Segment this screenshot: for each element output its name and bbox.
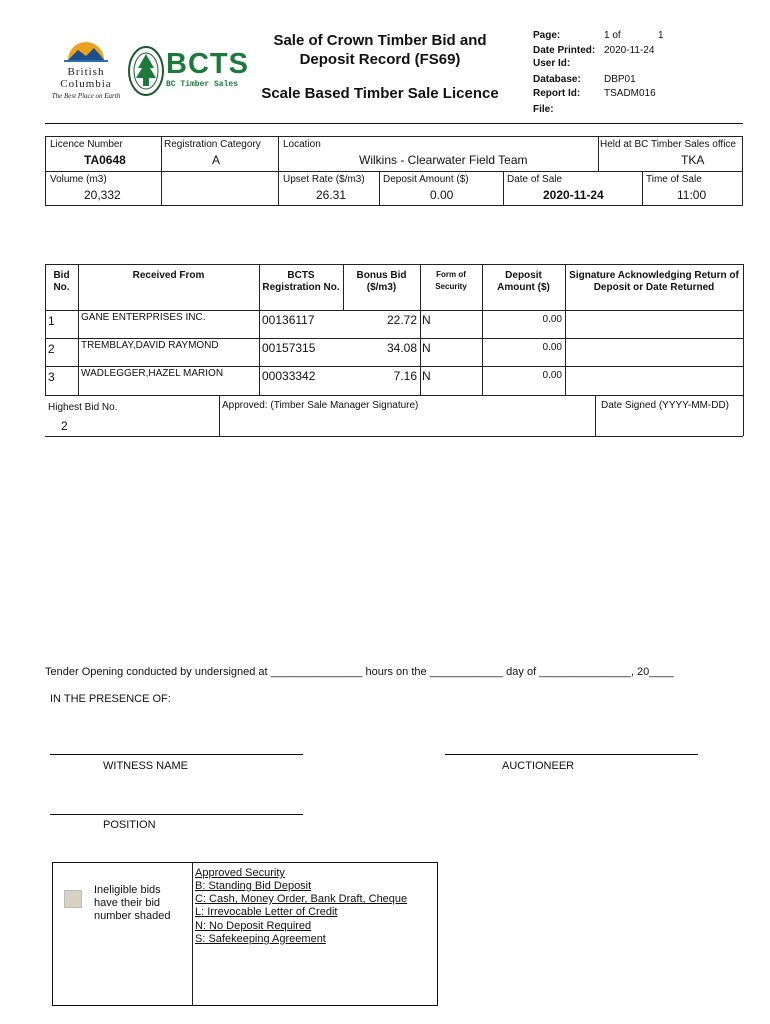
title-line-1: Sale of Crown Timber Bid and xyxy=(273,32,487,49)
bcts-registration-header xyxy=(259,270,343,294)
approval-col-line xyxy=(595,395,596,436)
signature-header-line1: Signature Acknowledging Return of xyxy=(569,270,739,281)
page-value: 1 of xyxy=(604,30,621,41)
position-label: POSITION xyxy=(103,819,156,831)
presence-label: IN THE PRESENCE OF: xyxy=(50,693,171,705)
time-of-sale-label: Time of Sale xyxy=(646,174,702,185)
bid-row-line xyxy=(45,395,743,396)
bid-table-col-line xyxy=(259,264,260,310)
form-of-security-header-line1: Form of xyxy=(436,270,466,279)
info-grid-col-line xyxy=(161,136,162,206)
deposit-amount-header-line2: Amount ($) xyxy=(497,282,550,293)
info-grid-col-line xyxy=(642,171,643,206)
bid-row-2-reg: 00157315 xyxy=(262,341,316,355)
bid-row-3-reg: 00033342 xyxy=(262,369,316,383)
date-signed-label: Date Signed (YYYY-MM-DD) xyxy=(601,400,730,411)
bid-no-header xyxy=(45,270,78,294)
date-printed-label: Date Printed: xyxy=(533,45,596,56)
page-label: Page: xyxy=(533,30,561,41)
bid-row-col-line xyxy=(482,310,483,395)
legend-item-safekeeping: S: Safekeeping Agreement xyxy=(195,933,326,945)
subtitle: Scale Based Timber Sale Licence xyxy=(261,85,499,102)
licence-number-value: TA0648 xyxy=(84,153,126,167)
auctioneer-label: AUCTIONEER xyxy=(502,760,575,772)
bc-logo xyxy=(50,40,122,104)
report-id-value: TSADM016 xyxy=(604,88,656,99)
info-grid-col-line xyxy=(278,136,279,206)
bid-no-header-line2: No. xyxy=(53,282,70,293)
date-of-sale-label: Date of Sale xyxy=(507,174,563,185)
bcts-logo-word: BCTS xyxy=(166,48,249,80)
legend-item-no-deposit: N: No Deposit Required xyxy=(195,920,312,932)
bid-row-2-bonus: 34.08 xyxy=(386,341,417,355)
received-from-header: Received From xyxy=(132,270,205,281)
database-label: Database: xyxy=(533,74,581,85)
bid-row-3-bonus: 7.16 xyxy=(393,369,417,383)
database-value: DBP01 xyxy=(604,74,636,85)
witness-name-label: WITNESS NAME xyxy=(103,760,188,772)
time-of-sale-value: 11:00 xyxy=(677,188,707,202)
bcts-registration-header-line2: Registration No. xyxy=(262,282,340,293)
bid-row-col-line xyxy=(743,310,744,395)
bid-row-1-from: GANE ENTERPRISES INC. xyxy=(81,312,206,323)
bid-row-3-deposit: 0.00 xyxy=(542,370,562,381)
bid-row-col-line xyxy=(78,310,79,395)
file-label: File: xyxy=(533,104,554,115)
approved-signature-label: Approved: (Timber Sale Manager Signature) xyxy=(222,400,419,411)
position-signature-line xyxy=(50,814,303,815)
bid-row-1-form: N xyxy=(422,313,431,327)
bid-row-1-reg: 00136117 xyxy=(262,313,315,327)
page-total: 1 xyxy=(658,30,664,41)
tender-opening-text: Tender Opening conducted by undersigned at _______________ hours on the ____________ day of _______________, 20____ xyxy=(45,666,674,678)
title-line-2: Deposit Record (FS69) xyxy=(299,51,461,68)
bid-row-line xyxy=(45,366,743,367)
ineligible-line-2: have their bid xyxy=(94,897,161,909)
bc-logo-line2: Columbia xyxy=(60,78,112,90)
upset-rate-label: Upset Rate ($/m3) xyxy=(283,174,365,185)
deposit-amount-header xyxy=(482,270,565,294)
held-at-label: Held at BC Timber Sales office xyxy=(600,139,736,150)
bid-row-2-from: TREMBLAY,DAVID RAYMOND xyxy=(81,340,219,351)
info-grid-col-line xyxy=(503,171,504,206)
bid-table-col-line xyxy=(343,264,344,310)
bid-table-col-line xyxy=(78,264,79,310)
bid-table-header-bottom-line xyxy=(45,310,743,311)
ineligible-line-1: Ineligible bids xyxy=(94,884,161,896)
bid-no-header-line1: Bid xyxy=(53,270,70,281)
bid-row-2-form: N xyxy=(422,341,431,355)
bid-row-line xyxy=(45,338,743,339)
bid-row-1-deposit: 0.00 xyxy=(542,314,562,325)
bc-logo-tagline: The Best Place on Earth xyxy=(51,92,121,100)
bid-row-3-form: N xyxy=(422,369,431,383)
info-grid-row-line xyxy=(45,171,743,172)
bid-table-col-line xyxy=(420,264,421,310)
location-label: Location xyxy=(283,139,321,150)
form-of-security-header xyxy=(420,269,482,293)
bid-row-line xyxy=(45,310,743,311)
ineligible-line-3: number shaded xyxy=(94,910,171,922)
header-divider xyxy=(45,123,743,124)
highest-bid-label: Highest Bid No. xyxy=(48,402,118,413)
bcts-logo-sub: BC Timber Sales xyxy=(166,80,239,89)
highest-bid-value: 2 xyxy=(61,419,68,433)
bonus-bid-header-line2: ($/m3) xyxy=(366,282,397,293)
approval-col-line xyxy=(219,395,220,436)
held-at-value: TKA xyxy=(681,153,705,167)
deposit-amount-value: 0.00 xyxy=(430,188,454,202)
signature-header xyxy=(565,270,743,294)
bid-row-col-line xyxy=(259,310,260,395)
auctioneer-signature-line xyxy=(445,754,698,755)
tree-seal-icon xyxy=(128,46,164,96)
report-id-label: Report Id: xyxy=(533,88,581,99)
bid-row-col-line xyxy=(420,310,421,395)
bid-table-col-line xyxy=(45,264,46,310)
bcts-registration-header-line1: BCTS xyxy=(287,270,315,281)
registration-category-label: Registration Category xyxy=(164,139,261,150)
bid-table-col-line xyxy=(743,264,744,310)
legend-item-letter-of-credit: L: Irrevocable Letter of Credit xyxy=(195,906,338,918)
info-grid-col-line xyxy=(598,136,599,171)
bid-row-col-line xyxy=(565,310,566,395)
legend-divider xyxy=(192,862,193,1006)
volume-value: 20,332 xyxy=(84,188,121,202)
bc-logo-line1: British xyxy=(67,66,105,78)
shade-swatch xyxy=(64,890,82,908)
deposit-amount-header-line1: Deposit xyxy=(505,270,542,281)
user-id-label: User Id: xyxy=(533,58,571,69)
location-value: Wilkins - Clearwater Field Team xyxy=(359,153,528,167)
legend-item-cash: C: Cash, Money Order, Bank Draft, Cheque xyxy=(195,893,408,905)
bcts-logo xyxy=(128,44,248,98)
registration-category-value: A xyxy=(212,153,221,167)
bid-row-1-bonus: 22.72 xyxy=(386,313,417,327)
bid-row-1-no: 1 xyxy=(48,314,55,328)
volume-label: Volume (m3) xyxy=(50,174,107,185)
approval-col-line xyxy=(743,395,744,436)
sun-mountain-icon xyxy=(64,40,108,62)
legend-item-standing-bid: B: Standing Bid Deposit xyxy=(195,880,312,892)
legend-item-approved-security: Approved Security xyxy=(195,867,285,879)
bid-row-2-no: 2 xyxy=(48,342,55,356)
bonus-bid-header xyxy=(343,270,420,294)
approval-row-bottom-line xyxy=(45,436,743,437)
bid-table-col-line xyxy=(482,264,483,310)
deposit-amount-label: Deposit Amount ($) xyxy=(383,174,469,185)
bid-table-top-line xyxy=(45,264,743,265)
info-grid-col-line xyxy=(379,171,380,206)
date-printed-value: 2020-11-24 xyxy=(604,45,655,56)
bid-row-2-deposit: 0.00 xyxy=(542,342,562,353)
bid-row-3-no: 3 xyxy=(48,370,55,384)
bid-row-3-from: WADLEGGER,HAZEL MARION xyxy=(81,368,224,379)
upset-rate-value: 26.31 xyxy=(316,188,347,202)
bid-table-col-line xyxy=(565,264,566,310)
form-of-security-header-line2: Security xyxy=(435,282,467,291)
bid-row-col-line xyxy=(45,310,46,395)
witness-signature-line xyxy=(50,754,303,755)
signature-header-line2: Deposit or Date Returned xyxy=(593,282,715,293)
date-of-sale-value: 2020-11-24 xyxy=(543,188,604,202)
licence-number-label: Licence Number xyxy=(50,139,123,150)
bonus-bid-header-line1: Bonus Bid xyxy=(356,270,407,281)
